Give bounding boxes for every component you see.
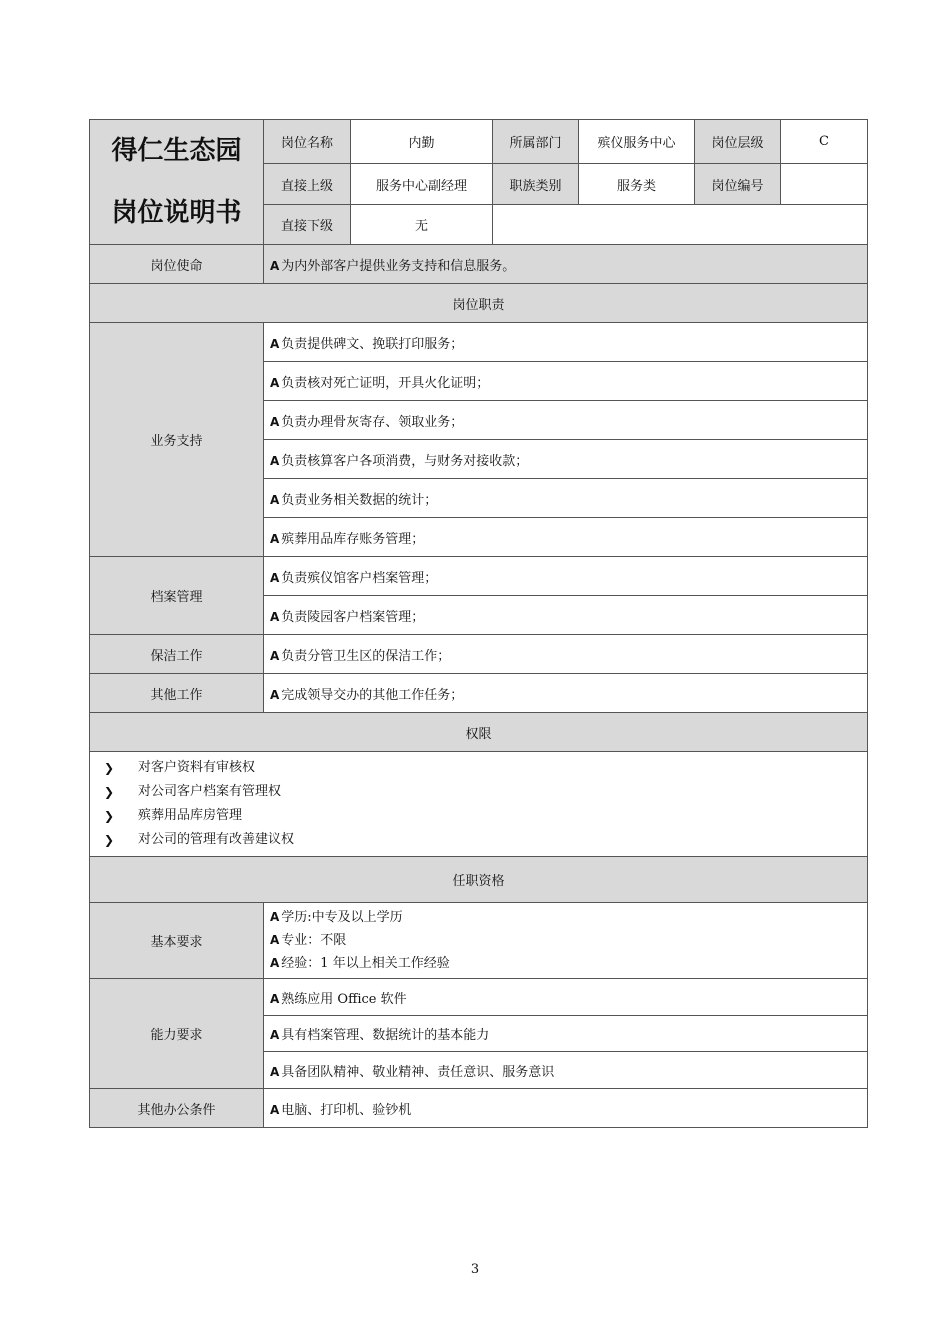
authority-item (104, 780, 853, 804)
basic-requirements-label: 基本要求 (90, 903, 264, 979)
authority-item (104, 756, 853, 780)
ability-text: 具有档案管理、数据统计的基本能力 (281, 1028, 490, 1043)
position-code-label: 岗位编号 (695, 164, 781, 204)
requirement-text: 专业：不限 (281, 933, 347, 948)
direct-superior-value: 服务中心副经理 (351, 164, 493, 204)
bullet-marker: A (270, 1028, 280, 1042)
department-label: 所属部门 (493, 120, 579, 164)
bullet-marker: A (270, 1064, 280, 1079)
duty-item-text: 负责殡仪馆客户档案管理； (281, 570, 438, 586)
duty-item (264, 401, 868, 440)
duty-group-business-support: 业务支持 (90, 323, 264, 557)
bullet-marker: A (270, 375, 280, 390)
office-conditions-text: 电脑、打印机、验钞机 (281, 1102, 412, 1118)
duty-item (264, 479, 868, 518)
duties-section-title: 岗位职责 (90, 284, 868, 323)
duty-item-text: 负责业务相关数据的统计； (281, 492, 438, 508)
bullet-marker: A (270, 453, 280, 468)
requirement-text: 学历:中专及以上学历 (281, 910, 403, 925)
authority-item-text: 对公司客户档案有管理权 (138, 784, 282, 799)
bullet-marker: A (270, 648, 280, 663)
duty-item-text: 负责核对死亡证明，开具火化证明； (281, 375, 490, 391)
authority-item-text: 对客户资料有审核权 (138, 760, 256, 775)
duty-item (264, 674, 868, 713)
bullet-marker: A (270, 609, 280, 624)
duty-item-text: 负责核算客户各项消费，与财务对接收款； (281, 453, 529, 469)
duty-group-cleaning: 保洁工作 (90, 635, 264, 674)
duty-item-text: 负责办理骨灰寄存、领取业务； (281, 414, 464, 430)
job-family-label: 职族类别 (493, 164, 579, 204)
position-level-value: C (781, 120, 868, 164)
requirement-item (270, 906, 861, 929)
mission-label: 岗位使命 (90, 245, 264, 284)
duty-group-archive-management: 档案管理 (90, 557, 264, 635)
bullet-marker: A (270, 910, 280, 924)
duty-item (264, 323, 868, 362)
authority-item-text: 对公司的管理有改善建议权 (138, 832, 295, 847)
page-number: 3 (470, 1262, 480, 1277)
job-family-value: 服务类 (579, 164, 695, 204)
document-title (90, 120, 264, 245)
ability-text: 熟练应用 Office 软件 (281, 991, 407, 1007)
title-line-2: 岗位说明书 (111, 198, 242, 228)
mission-text (264, 245, 868, 284)
bullet-marker: A (270, 531, 280, 546)
bullet-marker: A (270, 570, 280, 585)
job-description-table (89, 119, 868, 1128)
direct-superior-label: 直接上级 (264, 164, 351, 204)
qualifications-section-title: 任职资格 (90, 857, 868, 903)
header-empty-cell (493, 204, 868, 244)
direct-subordinate-value: 无 (351, 204, 493, 244)
bullet-marker: A (270, 258, 280, 273)
bullet-marker: A (270, 414, 280, 429)
authority-item-text: 殡葬用品库房管理 (138, 808, 243, 823)
ability-item (264, 1016, 868, 1052)
authority-list (90, 752, 868, 857)
duty-group-other-work: 其他工作 (90, 674, 264, 713)
position-name-value: 内勤 (351, 120, 493, 164)
duty-item-text: 殡葬用品库存账务管理； (281, 531, 425, 547)
duty-item (264, 596, 868, 635)
bullet-marker: A (270, 991, 280, 1006)
position-name-label: 岗位名称 (264, 120, 351, 164)
requirement-text: 经验：1 年以上相关工作经验 (281, 956, 450, 971)
bullet-marker: A (270, 492, 280, 507)
position-code-value (781, 164, 868, 204)
authority-item (104, 804, 853, 828)
duty-item-text: 负责分管卫生区的保洁工作； (281, 648, 451, 664)
department-value: 殡仪服务中心 (579, 120, 695, 164)
ability-item (264, 1052, 868, 1089)
basic-requirements-list (264, 903, 868, 979)
ability-text: 具备团队精神、敬业精神、责任意识、服务意识 (281, 1064, 555, 1080)
direct-subordinate-label: 直接下级 (264, 204, 351, 244)
duty-item-text: 负责陵园客户档案管理； (281, 609, 425, 625)
bullet-marker: A (270, 687, 280, 702)
duty-item (264, 362, 868, 401)
office-conditions-value (264, 1089, 868, 1128)
duty-item-text: 完成领导交办的其他工作任务； (281, 687, 464, 703)
bullet-marker: A (270, 933, 280, 947)
title-line-1: 得仁生态园 (111, 136, 242, 166)
bullet-marker: A (270, 336, 280, 351)
requirement-item (270, 929, 861, 952)
duty-item (264, 635, 868, 674)
duty-item (264, 557, 868, 596)
authority-item (104, 828, 853, 852)
requirement-item (270, 952, 861, 975)
ability-item (264, 979, 868, 1016)
ability-requirements-label: 能力要求 (90, 979, 264, 1089)
chevron-right-icon: ❯ (104, 833, 115, 847)
chevron-right-icon: ❯ (104, 809, 115, 823)
chevron-right-icon: ❯ (104, 785, 115, 799)
bullet-marker: A (270, 956, 280, 970)
authority-section-title: 权限 (90, 713, 868, 752)
duty-item (264, 518, 868, 557)
office-conditions-label: 其他办公条件 (90, 1089, 264, 1128)
mission-text-content: 为内外部客户提供业务支持和信息服务。 (281, 258, 516, 274)
chevron-right-icon: ❯ (104, 761, 115, 775)
duty-item (264, 440, 868, 479)
job-description-document (89, 119, 867, 1128)
position-level-label: 岗位层级 (695, 120, 781, 164)
bullet-marker: A (270, 1102, 280, 1117)
duty-item-text: 负责提供碑文、挽联打印服务； (281, 336, 464, 352)
